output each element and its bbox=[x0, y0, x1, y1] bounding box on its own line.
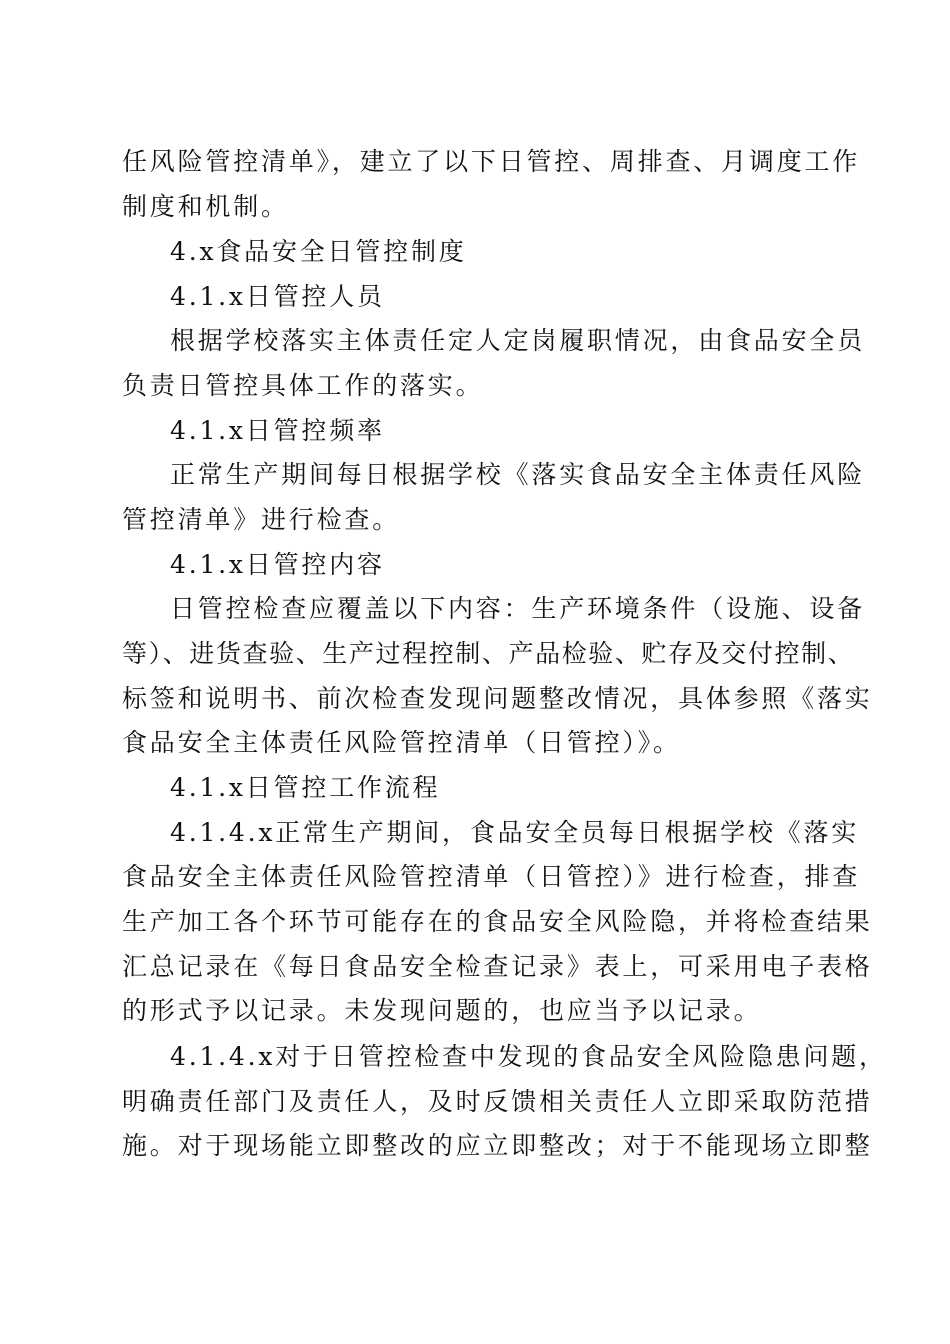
text-line-16: 4.1.4.x正常生产期间，食品安全员每日根据学校《落实 bbox=[170, 818, 860, 847]
text-line-6: 负责日管控具体工作的落实。 bbox=[122, 371, 484, 400]
heading-4x-food-safety-daily-control: 4.x食品安全日管控制度 bbox=[170, 237, 467, 266]
text-line-14: 食品安全主体责任风险管控清单（日管控）》。 bbox=[122, 728, 681, 757]
heading-41x-daily-control-workflow: 4.1.x日管控工作流程 bbox=[170, 773, 441, 802]
text-line-8: 正常生产期间每日根据学校《落实食品安全主体责任风险 bbox=[170, 460, 866, 489]
text-line-1: 任风险管控清单》，建立了以下日管控、周排查、月调度工作 bbox=[122, 147, 861, 176]
text-line-11: 日管控检查应覆盖以下内容：生产环境条件（设施、设备 bbox=[170, 594, 866, 623]
text-line-12: 等）、进货查验、生产过程控制、产品检验、贮存及交付控制、 bbox=[122, 639, 855, 668]
text-line-21: 4.1.4.x对于日管控检查中发现的食品安全风险隐患问题， bbox=[170, 1042, 887, 1071]
heading-411x-daily-control-staff: 4.1.x日管控人员 bbox=[170, 282, 385, 311]
heading-41x-daily-control-content: 4.1.x日管控内容 bbox=[170, 550, 385, 579]
text-line-17: 食品安全主体责任风险管控清单（日管控）》进行检查，排查 bbox=[122, 862, 861, 891]
text-line-22: 明确责任部门及责任人，及时反馈相关责任人立即采取防范措 bbox=[122, 1087, 873, 1116]
text-line-5: 根据学校落实主体责任定人定岗履职情况，由食品安全员 bbox=[170, 326, 866, 355]
text-line-9: 管控清单》进行检查。 bbox=[122, 505, 401, 534]
text-line-2: 制度和机制。 bbox=[122, 192, 289, 221]
heading-41x-daily-control-frequency: 4.1.x日管控频率 bbox=[170, 416, 385, 445]
text-line-20: 的形式予以记录。未发现问题的，也应当予以记录。 bbox=[122, 996, 762, 1025]
text-line-23: 施。对于现场能立即整改的应立即整改；对于不能现场立即整 bbox=[122, 1131, 873, 1160]
text-line-13: 标签和说明书、前次检查发现问题整改情况，具体参照《落实 bbox=[122, 684, 873, 713]
text-line-19: 汇总记录在《每日食品安全检查记录》表上，可采用电子表格 bbox=[122, 952, 873, 981]
text-line-18: 生产加工各个环节可能存在的食品安全风险隐，并将检查结果 bbox=[122, 907, 873, 936]
